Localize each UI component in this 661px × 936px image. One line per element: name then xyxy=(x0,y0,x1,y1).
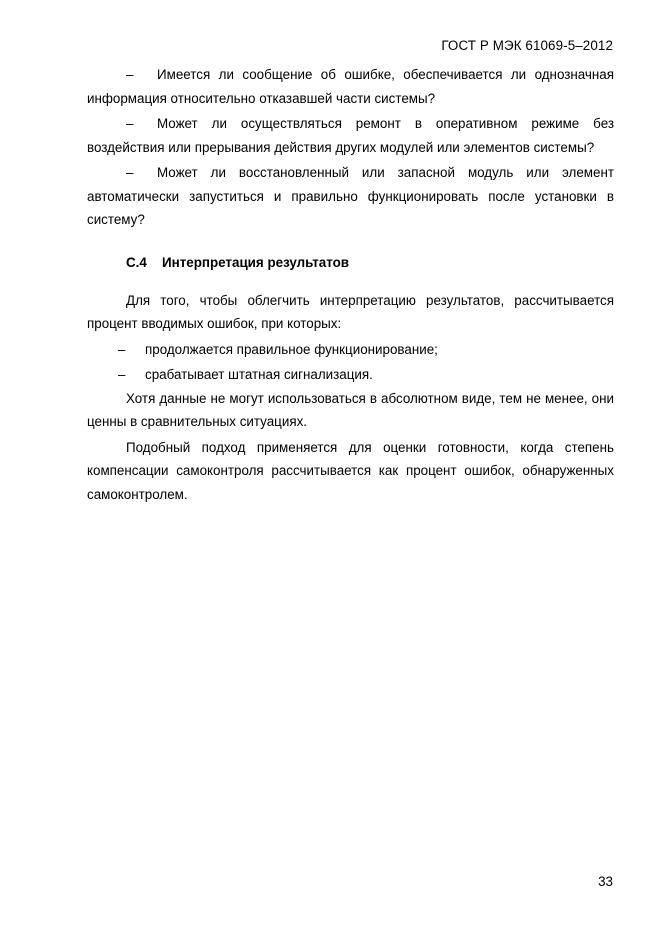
document-body xyxy=(87,63,614,506)
question-item-2 xyxy=(87,112,614,159)
section-intro-paragraph: Для того, чтобы облегчить интерпретацию результатов, рассчитывается процент вводимых ошибок, при которых: xyxy=(87,292,614,331)
document-header: ГОСТ Р МЭК 61069-5–2012 xyxy=(441,38,613,53)
dash-marker: – xyxy=(126,67,134,82)
dash-marker: – xyxy=(118,367,126,382)
page-number: 33 xyxy=(598,874,613,889)
paragraph-readiness: Подобный подход применяется для оценки готовности, когда степень компенсации самоконтроля рассчитывается как процент ошибок, обнаруженных самоконтролем. xyxy=(87,439,614,502)
section-title: Интерпретация результатов xyxy=(162,254,350,270)
list-item-text: продолжается правильное функционирование; xyxy=(145,341,438,357)
question-text: Может ли восстановленный или запасной модуль или элемент автоматически запуститься и правильно функционировать после установки в систему? xyxy=(87,165,614,227)
dash-marker: – xyxy=(118,341,126,357)
question-item-3 xyxy=(87,161,614,232)
paragraph-comparative: Хотя данные не могут использоваться в абсолютном виде, тем не менее, они ценны в сравнительных ситуациях. xyxy=(87,390,614,429)
list-item-2 xyxy=(87,363,614,387)
list-item-text: срабатывает штатная сигнализация. xyxy=(145,367,373,382)
question-item-1 xyxy=(87,63,614,110)
section-heading xyxy=(87,252,614,274)
section-number: С.4 xyxy=(126,254,147,270)
dash-marker: – xyxy=(126,165,134,180)
dash-marker: – xyxy=(126,116,134,131)
question-text: Имеется ли сообщение об ошибке, обеспечивается ли однозначная информация относительно отказавшей части системы? xyxy=(87,67,614,106)
question-text: Может ли осуществляться ремонт в оперативном режиме без воздействия или прерывания действия других модулей или элементов системы? xyxy=(87,116,614,155)
list-item-1 xyxy=(87,338,614,362)
